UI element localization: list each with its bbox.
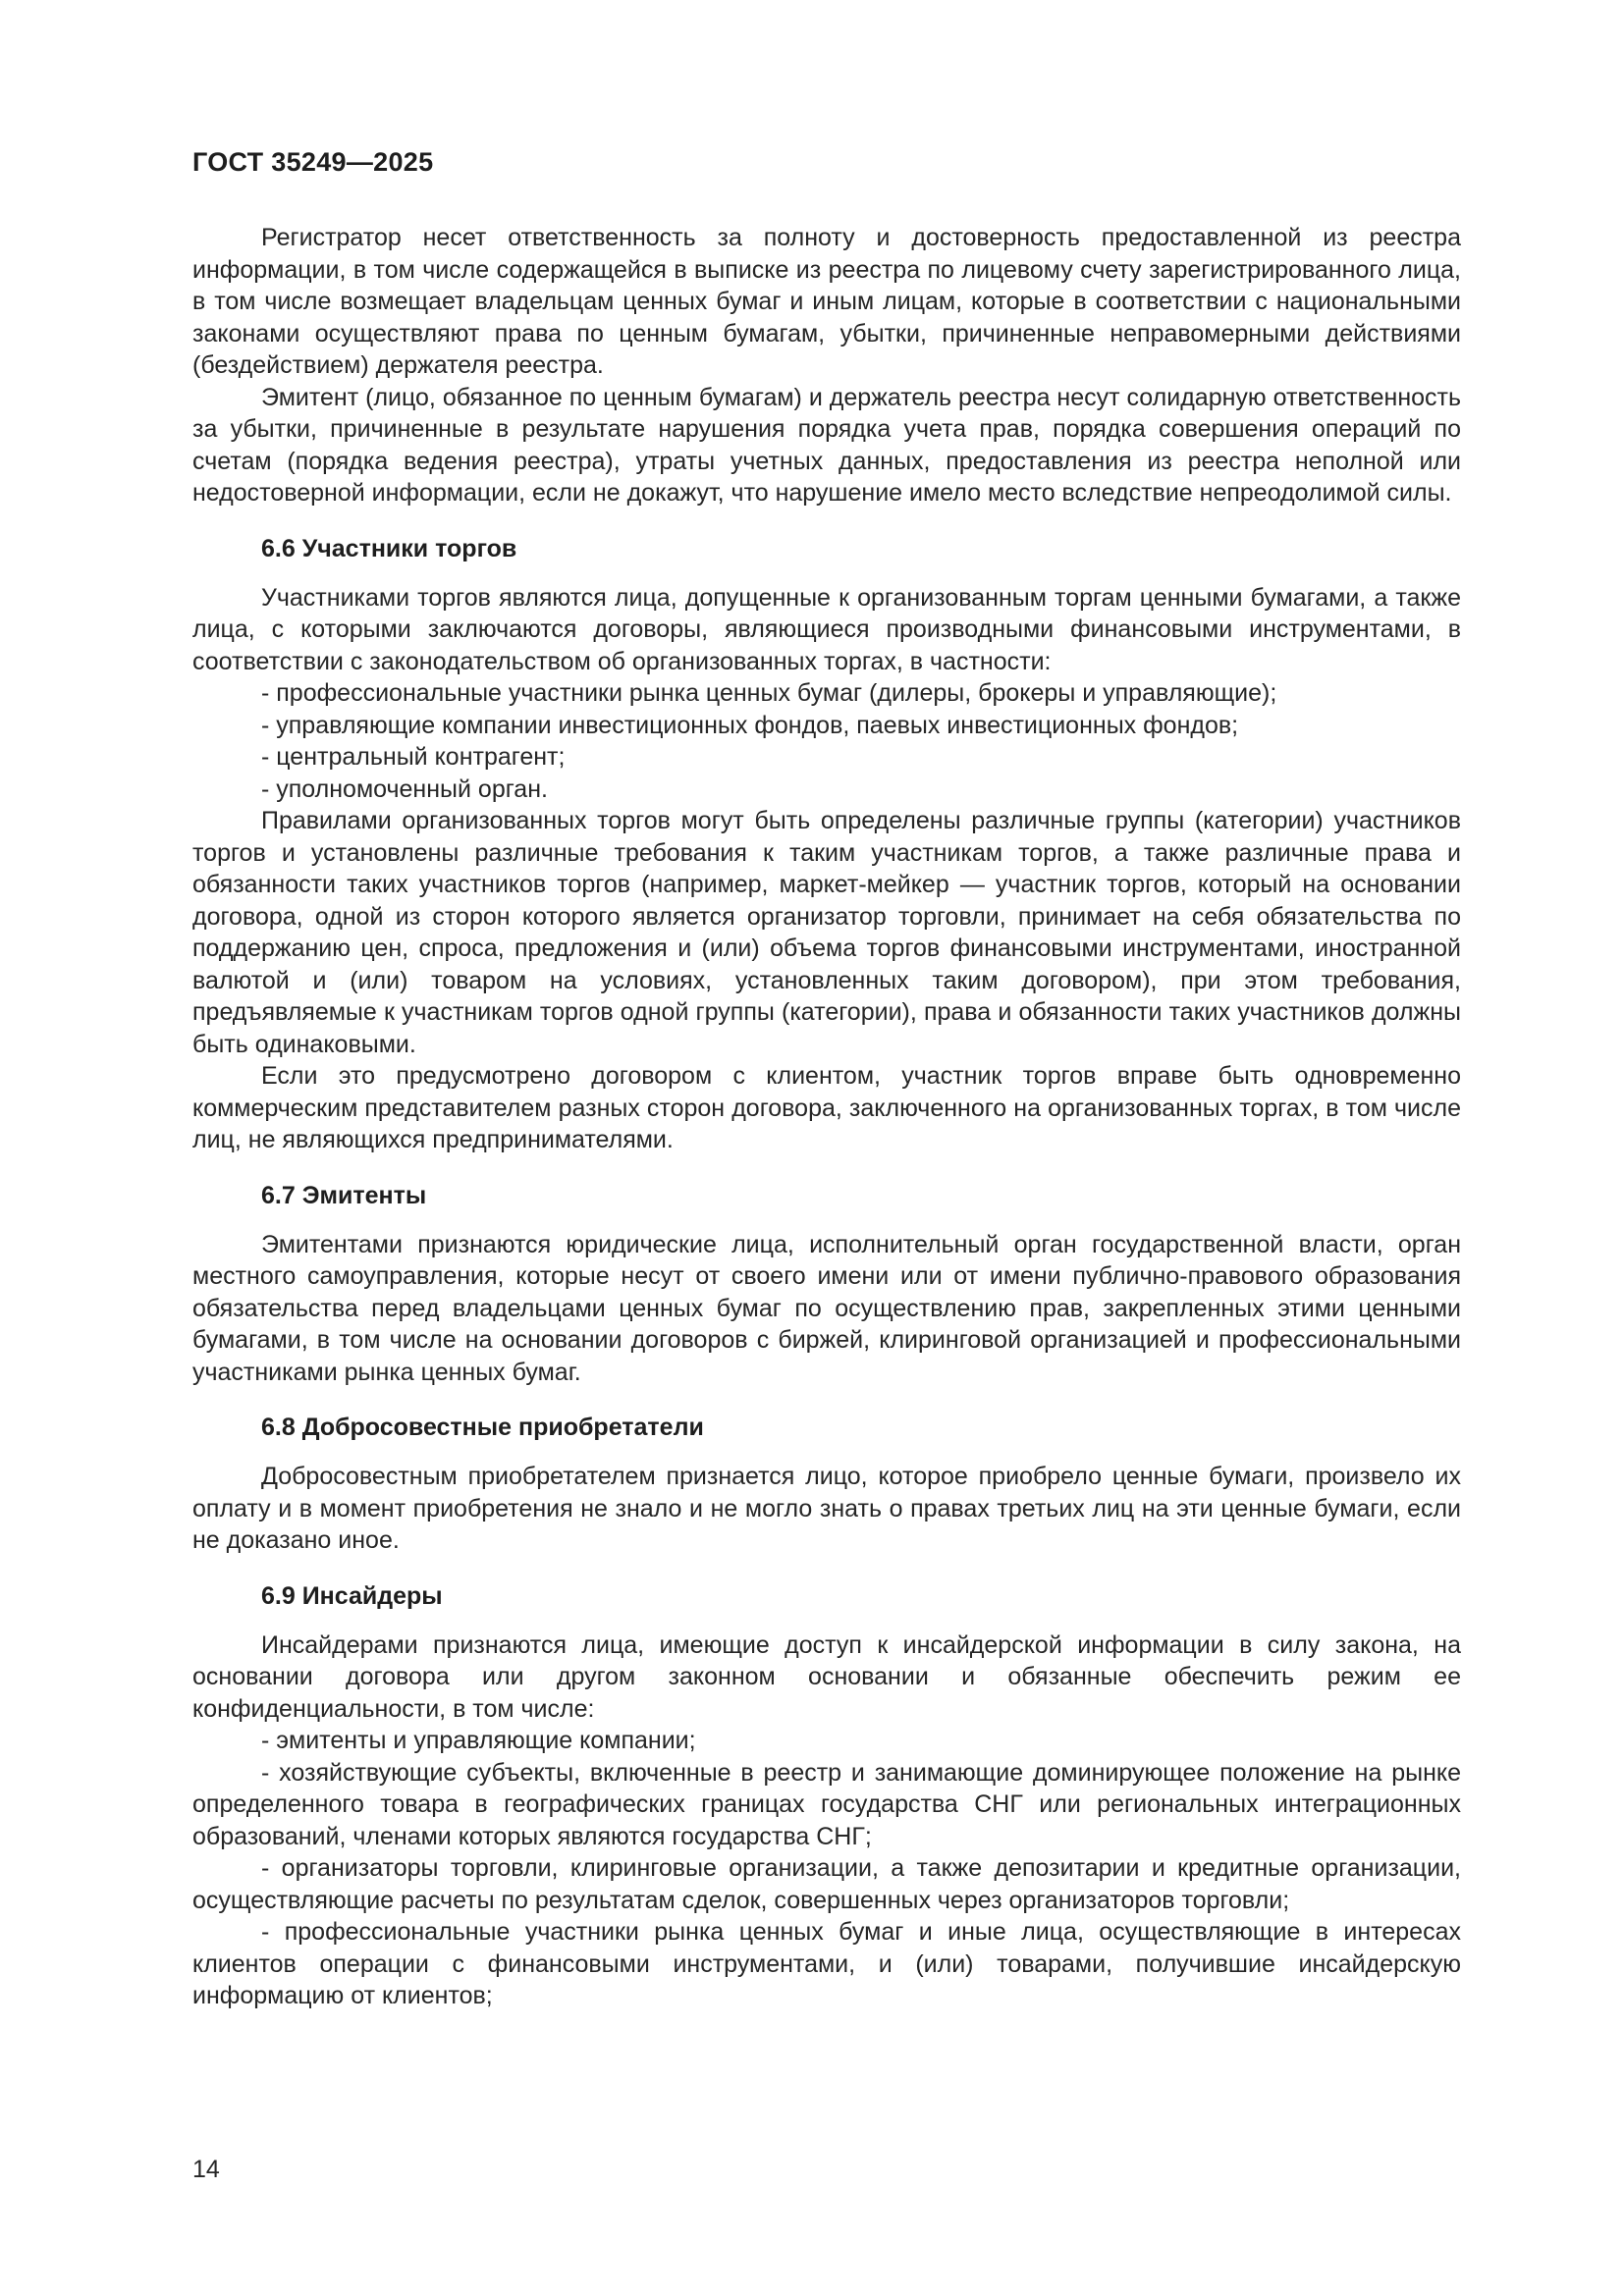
list-item: - уполномоченный орган.: [261, 774, 548, 803]
paragraph-registrar-liability: Регистратор несет ответственность за полноту и достоверность предоставленной из реестра информации, в том числе содержащейся в выписке из реестра по лицевому счету зарегистрированного лица, в том числе возмещает владельцам ценных бумаг и иным лицам, которые в соответствии с национальными законами осуществляют права по ценным бумагам, убытки, причиненные неправомерными действиями (бездействием) держателя реестра.: [192, 224, 1461, 379]
list-item: - центральный контрагент;: [261, 743, 566, 771]
paragraph-insiders-intro: Инсайдерами признаются лица, имеющие доступ к инсайдерской информации в силу закона, на основании договора или другом законном основании и обязанные обеспечить режим ее конфиденциальности, в том числе:: [192, 1630, 1461, 1723]
paragraph-trading-participants-intro: Участниками торгов являются лица, допущенные к организованным торгам ценными бумагами, а также лица, с которыми заключаются договоры, являющиеся производными финансовыми инструментами, в соответствии с законодательством об организованных торгах, в частности:: [192, 583, 1461, 675]
list-item: - эмитенты и управляющие компании;: [261, 1727, 696, 1754]
paragraph-client-agreement: Если это предусмотрено договором с клиентом, участник торгов вправе быть одновременно коммерческим представителем разных сторон договора, заключенного на организованных торгах, в том числе лиц, не являющихся предпринимателями.: [192, 1062, 1461, 1153]
document-code-header: ГОСТ 35249—2025: [192, 147, 434, 177]
paragraph-joint-liability: Эмитент (лицо, обязанное по ценным бумагам) и держатель реестра несут солидарную ответственность за убытки, причиненные в результате нарушения порядка учета прав, порядка совершения операций по счетам (порядка ведения реестра), утраты учетных данных, предоставления из реестра неполной или недостоверной информации, если не докажут, что нарушение имело место вследствие непреодолимой силы.: [192, 383, 1462, 507]
page-number: 14: [192, 2156, 220, 2183]
section-heading-6-9: 6.9 Инсайдеры: [261, 1581, 443, 1610]
section-heading-6-6: 6.6 Участники торгов: [261, 534, 517, 562]
page-body: [192, 222, 1461, 2012]
paragraph-bona-fide-purchasers: Добросовестным приобретателем признается лицо, которое приобрело ценные бумаги, произвело их оплату и в момент приобретения не знало и не могло знать о правах третьих лиц на эти ценные бумаги, если не доказано иное.: [192, 1463, 1461, 1554]
list-item: - профессиональные участники рынка ценных бумаг и иные лица, осуществляющие в интересах клиентов операции с финансовыми инструментами, и (или) товарами, получившие инсайдерскую информацию от клиентов;: [192, 1918, 1461, 2009]
list-item: - профессиональные участники рынка ценных бумаг (дилеры, брокеры и управляющие);: [261, 679, 1277, 707]
section-heading-6-8: 6.8 Добросовестные приобретатели: [261, 1414, 704, 1441]
list-item: - организаторы торговли, клиринговые организации, а также депозитарии и кредитные организации, осуществляющие расчеты по результатам сделок, совершенных через организаторов торговли;: [192, 1854, 1461, 1914]
paragraph-trading-rules: Правилами организованных торгов могут быть определены различные группы (категории) участников торгов и установлены различные требования к таким участникам торгов, а также различные права и обязанности таких участников торгов (например, маркет-мейкер — участник торгов, который на основании договора, одной из сторон которого является организатор торговли, принимает на себя обязательства по поддержанию цен, спроса, предложения и (или) объема торгов финансовыми инструментами, иностранной валютой и (или) товаром на условиях, установленных таким договором), при этом требования, предъявляемые к участникам торгов одной группы (категории), права и обязанности таких участников должны быть одинаковыми.: [192, 807, 1461, 1058]
list-item: - управляющие компании инвестиционных фондов, паевых инвестиционных фондов;: [261, 711, 1239, 739]
list-item: - хозяйствующие субъекты, включенные в реестр и занимающие доминирующее положение на рынке определенного товара в географических границах государства СНГ или региональных интеграционных образований, членами которых являются государства СНГ;: [192, 1758, 1461, 1850]
section-heading-6-7: 6.7 Эмитенты: [261, 1181, 427, 1209]
paragraph-issuers: Эмитентами признаются юридические лица, исполнительный орган государственной власти, орган местного самоуправления, которые несут от своего имени или от имени публично-правового образования обязательства перед владельцами ценных бумаг по осуществлению прав, закрепленных этими ценными бумагами, в том числе на основании договоров с биржей, клиринговой организацией и профессиональными участниками рынка ценных бумаг.: [192, 1230, 1461, 1386]
